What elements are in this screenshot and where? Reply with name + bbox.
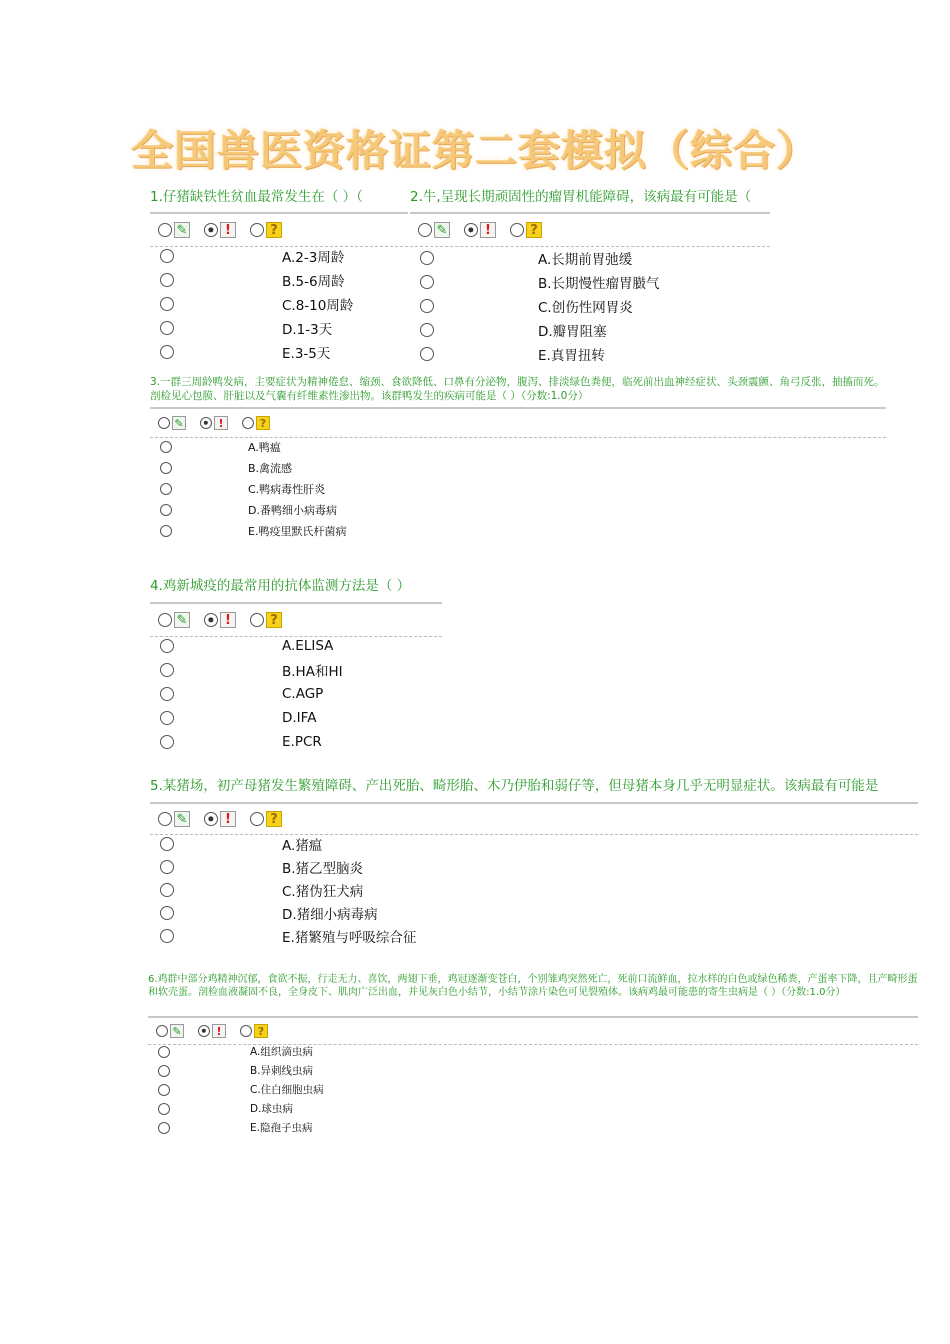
answer-option-c[interactable] [160, 292, 398, 316]
answer-label: C.创伤性网胃炎 [538, 300, 633, 316]
answer-radio[interactable] [158, 1103, 170, 1115]
answer-radio[interactable] [158, 1046, 170, 1058]
answer-label: B.猪乙型脑炎 [282, 860, 364, 877]
mark-pencil-radio[interactable] [418, 223, 432, 237]
mark-important-option[interactable] [204, 811, 236, 827]
answer-radio[interactable] [158, 1084, 170, 1096]
important-icon: ! [220, 612, 236, 628]
answer-radio[interactable] [160, 639, 174, 653]
answer-label: A.ELISA [282, 638, 334, 654]
mark-toolbar [150, 407, 886, 438]
mark-question-option[interactable] [250, 222, 282, 238]
answer-option-b[interactable] [160, 658, 432, 682]
answer-label: D.番鸭细小病毒病 [248, 503, 337, 517]
question-icon: ? [256, 416, 270, 430]
answer-label: B.HA和HI [282, 664, 343, 680]
answer-radio[interactable] [160, 273, 174, 287]
answer-label: E.真胃扭转 [538, 348, 605, 364]
answer-radio[interactable] [160, 297, 174, 311]
answer-radio[interactable] [160, 504, 172, 516]
answer-radio[interactable] [160, 906, 174, 920]
important-icon: ! [480, 222, 496, 238]
answer-label: E.PCR [282, 734, 322, 750]
answer-option-d[interactable] [158, 1099, 908, 1118]
important-icon: ! [220, 222, 236, 238]
mark-important-option[interactable] [464, 222, 496, 238]
answer-radio[interactable] [160, 883, 174, 897]
answer-radio[interactable] [160, 345, 174, 359]
mark-question-radio[interactable] [250, 613, 264, 627]
question-2 [410, 186, 770, 364]
answer-radio[interactable] [158, 1122, 170, 1134]
answer-label: D.瓣胃阻塞 [538, 324, 607, 340]
question-4 [150, 575, 442, 750]
mark-question-option[interactable] [242, 416, 270, 430]
mark-important-radio[interactable] [204, 223, 218, 237]
question-5 [150, 775, 918, 946]
mark-pencil-option[interactable] [158, 811, 190, 827]
answer-label: A.组织滴虫病 [250, 1046, 313, 1058]
answer-option-d[interactable] [420, 318, 760, 342]
answer-label: A.鸭瘟 [248, 440, 281, 454]
answer-label: D.猪细小病毒病 [282, 906, 378, 923]
answer-option-a[interactable] [160, 244, 398, 268]
important-icon: ! [214, 416, 228, 430]
answer-option-e[interactable] [160, 520, 876, 541]
answer-radio[interactable] [420, 251, 434, 265]
mark-pencil-option[interactable] [158, 222, 190, 238]
answer-option-b[interactable] [160, 457, 876, 478]
mark-pencil-radio[interactable] [158, 812, 172, 826]
question-text: 2.牛,呈现长期顽固性的瘤胃机能障碍，该病最有可能是（ [410, 189, 752, 205]
answer-option-e[interactable] [420, 342, 760, 366]
mark-important-radio[interactable] [198, 1025, 210, 1037]
mark-important-radio[interactable] [464, 223, 478, 237]
answer-radio[interactable] [160, 525, 172, 537]
answer-radio[interactable] [160, 711, 174, 725]
question-icon: ? [266, 612, 282, 628]
question-icon: ? [266, 222, 282, 238]
answer-radio[interactable] [160, 687, 174, 701]
answer-label: D.1-3天 [282, 322, 333, 338]
mark-pencil-radio[interactable] [158, 417, 170, 429]
answer-radio[interactable] [160, 483, 172, 495]
page-title: 全国兽医资格证第二套模拟（综合） [130, 126, 819, 175]
mark-pencil-option[interactable] [158, 416, 186, 430]
answer-label: D.球虫病 [250, 1103, 293, 1115]
important-icon: ! [220, 811, 236, 827]
mark-question-radio[interactable] [242, 417, 254, 429]
answer-option-e[interactable] [160, 924, 908, 947]
pencil-icon: ✎ [172, 416, 186, 430]
answer-option-b[interactable] [420, 270, 760, 294]
mark-question-option[interactable] [510, 222, 542, 238]
mark-toolbar [150, 212, 408, 247]
answer-label: B.异刺线虫病 [250, 1065, 314, 1077]
answer-option-d[interactable] [160, 901, 908, 924]
question-icon: ? [254, 1024, 268, 1038]
answer-radio[interactable] [160, 860, 174, 874]
answer-radio[interactable] [158, 1065, 170, 1077]
answer-radio[interactable] [160, 321, 174, 335]
answer-radio[interactable] [160, 663, 174, 677]
mark-important-radio[interactable] [200, 417, 212, 429]
mark-toolbar [150, 602, 442, 637]
pencil-icon: ✎ [174, 811, 190, 827]
answer-label: C.住白细胞虫病 [250, 1084, 324, 1096]
answer-label: E.隐孢子虫病 [250, 1122, 313, 1134]
answer-label: A.2-3周龄 [282, 250, 345, 266]
answer-option-e[interactable] [160, 340, 398, 364]
mark-question-option[interactable] [240, 1024, 268, 1038]
mark-toolbar [148, 1016, 918, 1045]
mark-question-option[interactable] [250, 811, 282, 827]
answer-option-c[interactable] [160, 478, 876, 499]
mark-pencil-option[interactable] [418, 222, 450, 238]
answer-radio[interactable] [420, 323, 434, 337]
mark-question-radio[interactable] [250, 223, 264, 237]
mark-pencil-option[interactable] [156, 1024, 184, 1038]
answer-label: B.长期慢性瘤胃臌气 [538, 276, 660, 292]
question-6 [148, 973, 918, 1134]
answer-radio[interactable] [420, 299, 434, 313]
mark-question-option[interactable] [250, 612, 282, 628]
answer-radio[interactable] [160, 249, 174, 263]
mark-question-radio[interactable] [250, 812, 264, 826]
answer-label: E.猪繁殖与呼吸综合征 [282, 929, 417, 946]
mark-toolbar [150, 802, 918, 835]
answer-label: C.8-10周龄 [282, 298, 354, 314]
answer-option-a[interactable] [160, 634, 432, 658]
answer-option-c[interactable] [158, 1080, 908, 1099]
answer-option-c[interactable] [160, 878, 908, 901]
answer-option-d[interactable] [160, 316, 398, 340]
mark-important-option[interactable] [200, 416, 228, 430]
mark-pencil-option[interactable] [158, 612, 190, 628]
pencil-icon: ✎ [174, 222, 190, 238]
answer-radio[interactable] [420, 347, 434, 361]
answer-label: B.禽流感 [248, 461, 293, 475]
answer-option-a[interactable] [158, 1042, 908, 1061]
answer-label: E.3-5天 [282, 346, 331, 362]
answer-option-c[interactable] [420, 294, 760, 318]
mark-important-option[interactable] [204, 612, 236, 628]
question-icon: ? [266, 811, 282, 827]
mark-important-option[interactable] [198, 1024, 226, 1038]
question-text: 5.某猪场，初产母猪发生繁殖障碍、产出死胎、畸形胎、木乃伊胎和弱仔等，但母猪本身几乎无明显症状。该病最有可能是 [150, 778, 879, 794]
mark-question-radio[interactable] [240, 1025, 252, 1037]
answer-option-e[interactable] [158, 1118, 908, 1137]
answer-radio[interactable] [160, 462, 172, 474]
question-1 [150, 186, 408, 362]
mark-pencil-radio[interactable] [158, 613, 172, 627]
answer-label: C.鸭病毒性肝炎 [248, 482, 326, 496]
pencil-icon: ✎ [434, 222, 450, 238]
answer-option-a[interactable] [420, 246, 760, 270]
answer-label: A.长期前胃弛缓 [538, 252, 633, 268]
mark-pencil-radio[interactable] [156, 1025, 168, 1037]
answer-radio[interactable] [160, 735, 174, 749]
answer-radio[interactable] [420, 275, 434, 289]
answer-label: B.5-6周龄 [282, 274, 345, 290]
answer-label: E.鸭疫里默氏杆菌病 [248, 524, 347, 538]
mark-important-radio[interactable] [204, 812, 218, 826]
answer-option-e[interactable] [160, 730, 432, 754]
mark-important-radio[interactable] [204, 613, 218, 627]
answer-label: D.IFA [282, 710, 317, 726]
question-text: 3.一群三周龄鸭发病，主要症状为精神倦怠、缩颈、食欲降低、口鼻有分泌物，腹泻、排淡绿色粪便，临死前出血神经症状、头颈震颤、角弓反张，抽搐而死。剖检见心包膜、肝脏以及气囊有纤维素性渗出物。该群鸭发生的疾病可能是（ ）（分数:1.0分） [150, 376, 885, 402]
answer-option-d[interactable] [160, 499, 876, 520]
pencil-icon: ✎ [174, 612, 190, 628]
question-text: 1.仔猪缺铁性贫血最常发生在（ ）（ [150, 189, 363, 205]
important-icon: ! [212, 1024, 226, 1038]
answer-option-b[interactable] [160, 855, 908, 878]
answer-label: C.猪伪狂犬病 [282, 883, 364, 900]
answer-label: C.AGP [282, 686, 324, 702]
mark-important-option[interactable] [204, 222, 236, 238]
answer-radio[interactable] [160, 441, 172, 453]
answer-option-d[interactable] [160, 706, 432, 730]
question-3 [150, 376, 886, 538]
answer-option-a[interactable] [160, 436, 876, 457]
answer-option-a[interactable] [160, 832, 908, 855]
answer-option-b[interactable] [158, 1061, 908, 1080]
mark-toolbar [410, 212, 770, 247]
question-text: 6.鸡群中部分鸡精神沉郁，食欲不振，行走无力、喜饮，两翅下垂，鸡冠逐渐变苍白，个别雏鸡突然死亡，死前口流鲜血，拉水样的白色或绿色稀粪，产蛋率下降，且产畸形蛋和软壳蛋。剖检血液凝固不良，全身皮下、肌肉广泛出血，并见灰白色小结节，小结节涂片染色可见裂殖体。该病鸡最可能患的寄生虫病是（ ）（分数:1.0分） [148, 974, 918, 998]
answer-radio[interactable] [160, 837, 174, 851]
question-icon: ? [526, 222, 542, 238]
mark-question-radio[interactable] [510, 223, 524, 237]
answer-label: A.猪瘟 [282, 837, 323, 854]
answer-option-b[interactable] [160, 268, 398, 292]
answer-option-c[interactable] [160, 682, 432, 706]
pencil-icon: ✎ [170, 1024, 184, 1038]
answer-radio[interactable] [160, 929, 174, 943]
mark-pencil-radio[interactable] [158, 223, 172, 237]
question-text: 4.鸡新城疫的最常用的抗体监测方法是（ ） [150, 578, 411, 594]
